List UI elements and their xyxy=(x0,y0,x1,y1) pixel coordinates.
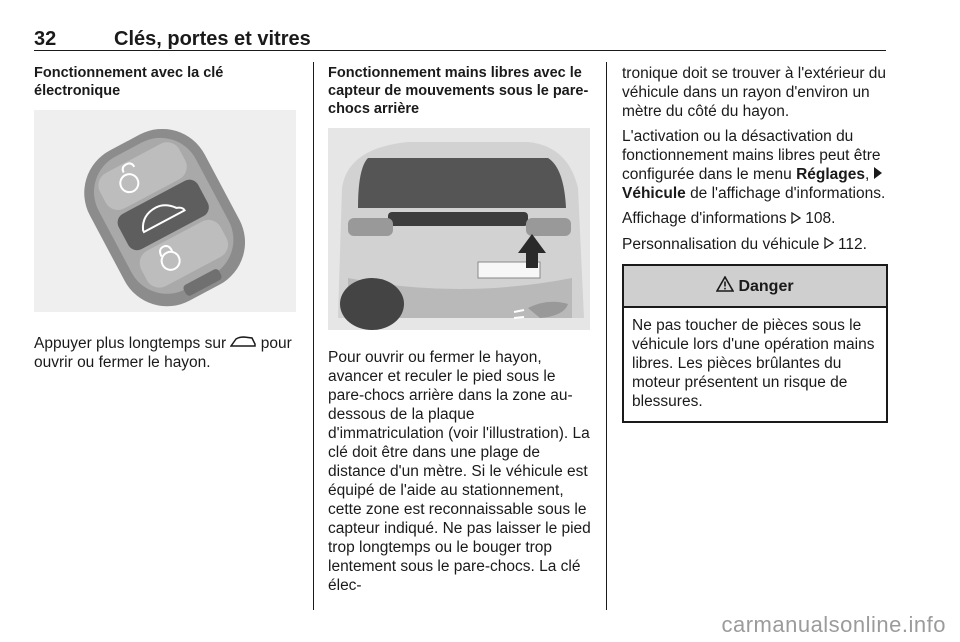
danger-title: Danger xyxy=(738,277,794,295)
warning-triangle-icon xyxy=(716,276,734,297)
section-heading: Fonctionnement avec la clé électronique xyxy=(34,65,224,99)
instruction-text: pour ouvrir ou fermer le hayon. xyxy=(34,335,292,372)
cross-reference: Personnalisation du véhicule 112. xyxy=(622,235,867,253)
page-number: 32 xyxy=(34,28,57,50)
car-tailgate-icon xyxy=(230,334,256,353)
cross-reference: Affichage d'informations 108. xyxy=(622,210,836,228)
column-3 xyxy=(622,64,888,423)
column-2 xyxy=(328,64,594,595)
body-paragraph: tronique doit se trouver à l'extérieur du véhicule dans un rayon d'environ un mètre du côté du hayon. xyxy=(622,65,887,120)
car-rear-illustration xyxy=(328,128,590,330)
danger-text: Ne pas toucher de pièces sous le véhicule lors d'une opération mains libres. Les pièces brûlantes du moteur présentent un risque de blessures. xyxy=(632,317,875,411)
page-header xyxy=(34,28,886,51)
body-paragraph: L'activation ou la désactivation du fonctionnement mains libres peut être configurée dans le menu Réglages, Véhicule de l'affichage d'informations. xyxy=(622,128,886,203)
arrow-ref-icon xyxy=(791,210,801,229)
watermark: carmanualsonline.info xyxy=(721,612,946,637)
chapter-title: Clés, portes et vitres xyxy=(114,28,311,50)
instruction-text: Appuyer plus longtemps sur xyxy=(34,335,227,352)
column-divider xyxy=(606,62,607,610)
menu-item-reglages: Réglages xyxy=(796,166,865,183)
danger-header xyxy=(624,266,886,308)
column-divider xyxy=(313,62,314,610)
arrow-ref-icon xyxy=(824,235,834,254)
key-fob-illustration xyxy=(34,110,296,312)
danger-box xyxy=(622,264,888,423)
menu-item-vehicule: Véhicule xyxy=(622,185,686,203)
body-paragraph: Pour ouvrir ou fermer le hayon, avancer et reculer le pied sous le pare-chocs arrière dans la zone au-dessous de la plaque d'immatriculation (voir l'illustration). La clé doit être dans une plage de distance d'un mètre. Si le véhicule est équipé de l'aide au stationnement, cette zone est reconnaissable sous le capteur indiqué. Ne pas laisser le pied trop longtemps ou le bouger trop lentement sous le pare-chocs. La clé élec- xyxy=(328,349,591,594)
column-1 xyxy=(34,64,296,372)
section-heading: Fonctionnement mains libres avec le capteur de mouvements sous le pare-chocs arrière xyxy=(328,65,589,117)
menu-arrow-icon xyxy=(874,165,882,184)
